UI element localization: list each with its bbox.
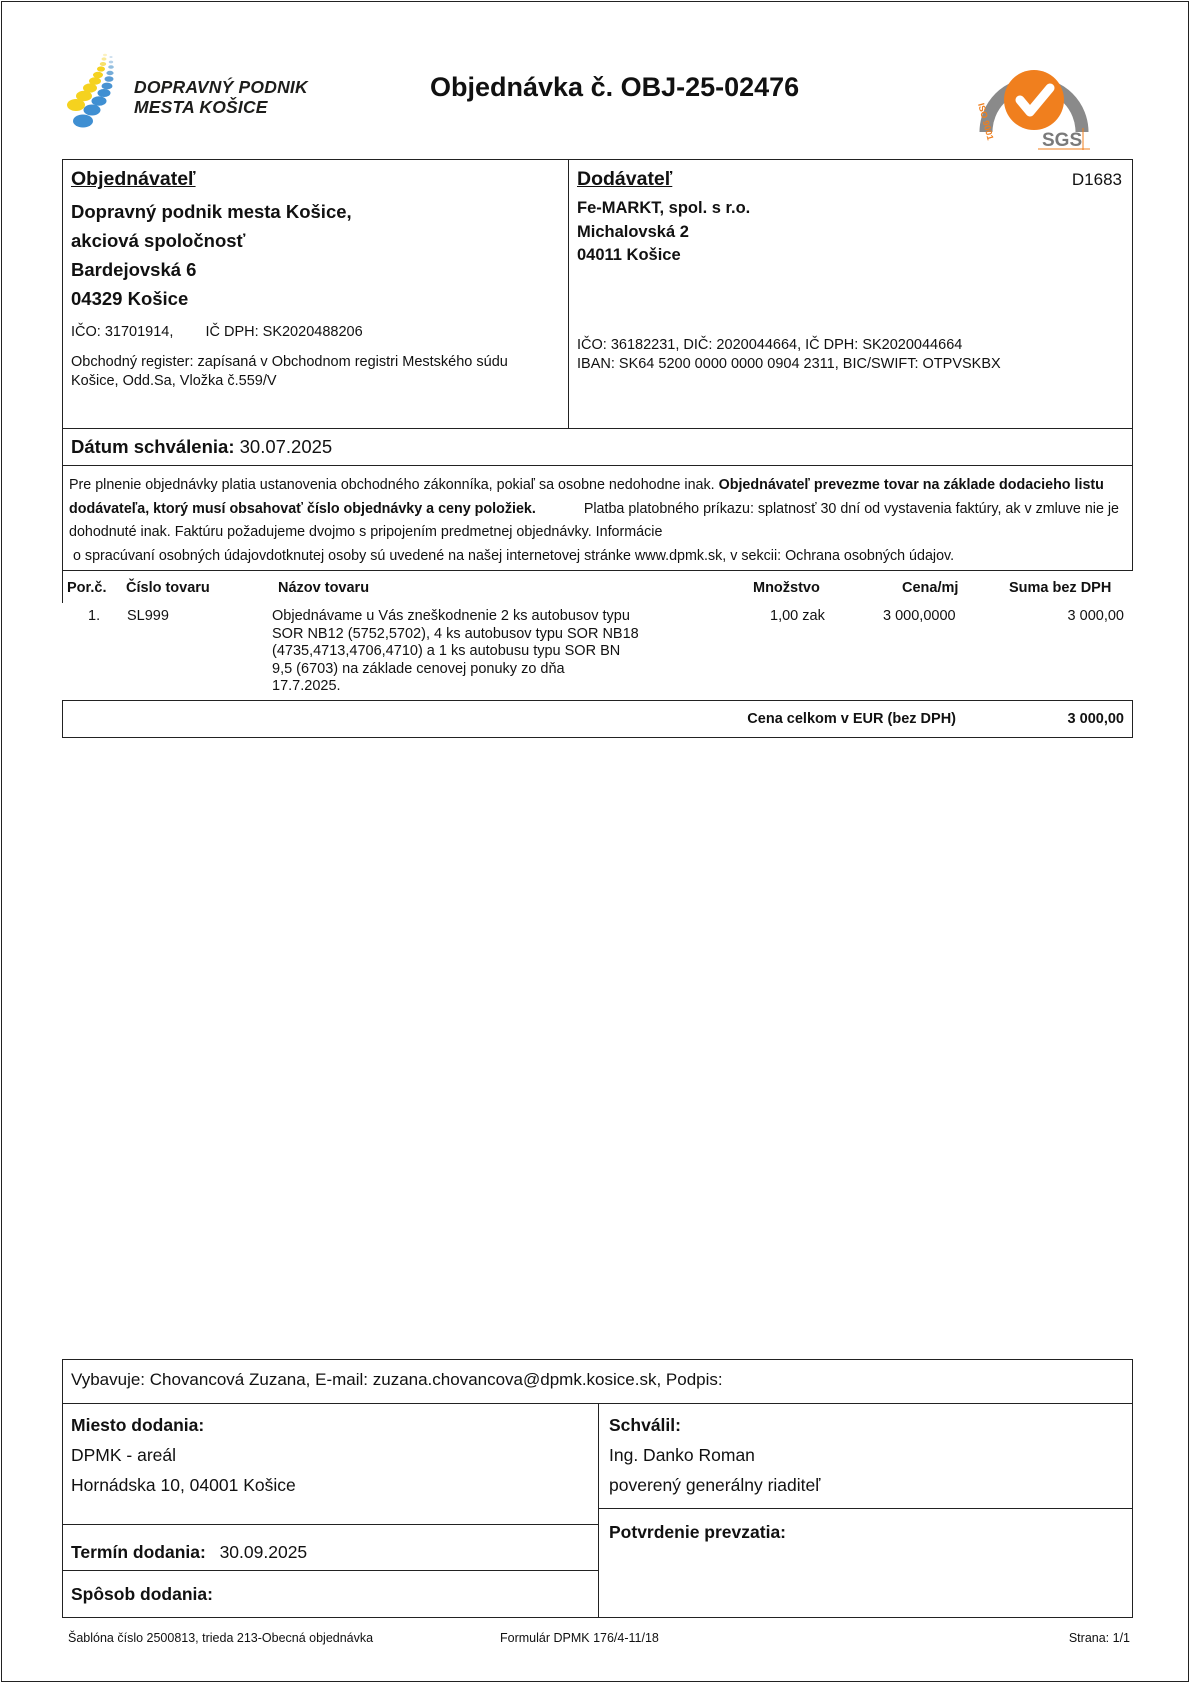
approved-by-block	[609, 1410, 820, 1500]
buyer-ico: IČO: 31701914,	[71, 324, 174, 340]
buyer-name-2: akciová spoločnosť	[71, 230, 246, 251]
delivery-vertical-divider	[598, 1403, 599, 1617]
row-name-line: (4735,4713,4706,4710) a 1 ks autobusu typu SOR BN	[272, 643, 621, 660]
supplier-ids: IČO: 36182231, DIČ: 2020044664, IČ DPH: SK2020044664	[577, 336, 963, 353]
page-number: Strana: 1/1	[1068, 1631, 1130, 1645]
delivery-place-line-1: DPMK - areál	[71, 1445, 177, 1465]
buyer-city: 04329 Košice	[71, 288, 189, 309]
terms-part-2: Objednávateľ prevezme tovar na základe dodacieho listu dodávateľa, ktorý musí obsahovať číslo objednávky a ceny položiek.	[69, 477, 1104, 517]
col-header-no: Por.č.	[67, 580, 107, 596]
items-table-top-border	[62, 570, 1133, 571]
supplier-bank: IBAN: SK64 5200 0000 0000 0904 2311, BIC/SWIFT: OTPVSKBX	[577, 355, 1001, 372]
delivery-section	[62, 1359, 1133, 1618]
approval-date	[71, 436, 332, 458]
buyer-ic-dph: IČ DPH: SK2020488206	[205, 324, 363, 340]
row-total: 3 000,00	[1067, 608, 1124, 624]
delivery-method-divider	[63, 1570, 598, 1571]
logo-wordmark	[134, 77, 308, 117]
col-header-name: Názov tovaru	[278, 580, 370, 596]
supplier-block	[577, 168, 1125, 374]
dots-logo-icon	[66, 47, 136, 147]
row-name-line: 17.7.2025.	[272, 678, 341, 695]
parties-divider	[568, 160, 569, 428]
buyer-block	[71, 168, 561, 391]
col-header-code: Číslo tovaru	[126, 580, 210, 596]
delivery-date-block	[71, 1537, 307, 1567]
approved-by-name: Ing. Danko Roman	[609, 1445, 755, 1465]
row-code: SL999	[127, 608, 169, 624]
col-header-total: Suma bez DPH	[1009, 580, 1112, 596]
approval-date-label: Dátum schválenia:	[71, 436, 235, 457]
form-number: Formulár DPMK 176/4-11/18	[500, 1631, 659, 1645]
svg-text:SYSTEM CERTIFICATION: SYSTEM CERTIFICATION	[998, 42, 1066, 66]
logo-line-2: MESTA KOŠICE	[134, 97, 268, 117]
svg-text:ISO 9001: ISO 9001	[976, 101, 996, 142]
terms-text	[69, 474, 1124, 568]
receipt-divider	[598, 1508, 1132, 1509]
delivery-place-label: Miesto dodania:	[71, 1415, 205, 1435]
row-name-line: Objednávame u Vás zneškodnenie 2 ks autobusov typu	[272, 608, 630, 624]
buyer-name-1: Dopravný podnik mesta Košice,	[71, 201, 352, 222]
total-label: Cena celkom v EUR (bez DPH)	[747, 711, 956, 727]
supplier-heading: Dodávateľ	[577, 168, 673, 190]
handler-contact: Vybavuje: Chovancová Zuzana, E-mail: zuzana.chovancova@dpmk.kosice.sk, Podpis:	[71, 1370, 723, 1389]
buyer-ids	[71, 323, 561, 342]
template-number: Šablóna číslo 2500813, trieda 213-Obecná objednávka	[68, 1631, 374, 1645]
approved-by-label: Schválil:	[609, 1415, 681, 1435]
supplier-city: 04011 Košice	[577, 246, 681, 264]
svg-text:SGS: SGS	[1042, 130, 1083, 151]
sgs-badge-icon	[970, 42, 1100, 152]
delivery-place-line-2: Hornádska 10, 04001 Košice	[71, 1475, 296, 1495]
delivery-place-block	[71, 1410, 296, 1500]
logo-line-1: DOPRAVNÝ PODNIK	[134, 77, 308, 97]
parties-section	[62, 159, 1133, 429]
supplier-code: D1683	[1071, 170, 1122, 189]
approval-date-value: 30.07.2025	[239, 436, 333, 457]
terms-part-4: o spracúvaní osobných údajovdotknutej osoby sú uvedené na našej internetovej stránke www.dpmk.sk, v sekcii: Ochrana osobných údajov.	[73, 547, 955, 564]
dpmk-logo	[66, 47, 316, 147]
row-no: 1.	[88, 608, 101, 624]
sgs-iso-certification-logo	[970, 42, 1100, 152]
delivery-method-label: Spôsob dodania:	[71, 1584, 213, 1604]
buyer-register-line-1: Obchodný register: zapísaná v Obchodnom registri Mestského súdu	[71, 354, 508, 370]
row-name	[272, 608, 692, 696]
buyer-register	[71, 353, 561, 391]
terms-section	[62, 465, 1133, 571]
delivery-date-label: Termín dodania:	[71, 1542, 206, 1562]
terms-part-3: Platba platobného príkazu: splatnosť 30 dní od vystavenia faktúry, ak v zmluve nie je dohodnuté inak. Faktúru požadujeme dvojmo s pripojením predmetnej objednávky. Informácie	[69, 500, 1120, 540]
row-name-line: 9,5 (6703) na základe cenovej ponuky zo dňa	[272, 660, 565, 677]
supplier-name: Fe-MARKT, spol. s r.o.	[577, 199, 751, 217]
items-table-left-border	[62, 570, 63, 603]
row-unit-price: 3 000,0000	[883, 608, 956, 624]
row-name-line: SOR NB12 (5752,5702), 4 ks autobusov typu SOR NB18	[272, 625, 639, 642]
supplier-street: Michalovská 2	[577, 222, 689, 241]
receipt-label: Potvrdenie prevzatia:	[609, 1522, 786, 1542]
total-value: 3 000,00	[1067, 711, 1124, 727]
col-header-qty: Množstvo	[753, 580, 820, 596]
col-header-unit-price: Cena/mj	[902, 580, 959, 596]
buyer-street: Bardejovská 6	[71, 259, 197, 280]
buyer-heading: Objednávateľ	[71, 168, 196, 190]
delivery-date-value: 30.09.2025	[219, 1542, 308, 1562]
order-total-row	[62, 700, 1133, 738]
buyer-register-line-2: Košice, Odd.Sa, Vložka č.559/V	[71, 373, 277, 389]
receipt-block	[609, 1517, 786, 1547]
approval-date-row	[62, 428, 1133, 466]
page-title: Objednávka č. OBJ-25-02476	[430, 72, 800, 102]
approved-by-title: poverený generálny riaditeľ	[609, 1475, 821, 1495]
delivery-method-block	[71, 1579, 213, 1609]
terms-part-1: Pre plnenie objednávky platia ustanovenia obchodného zákonníka, pokiaľ sa osobne nedohodne inak.	[69, 477, 719, 493]
row-qty: 1,00 zak	[770, 608, 825, 624]
delivery-date-divider	[63, 1524, 598, 1525]
